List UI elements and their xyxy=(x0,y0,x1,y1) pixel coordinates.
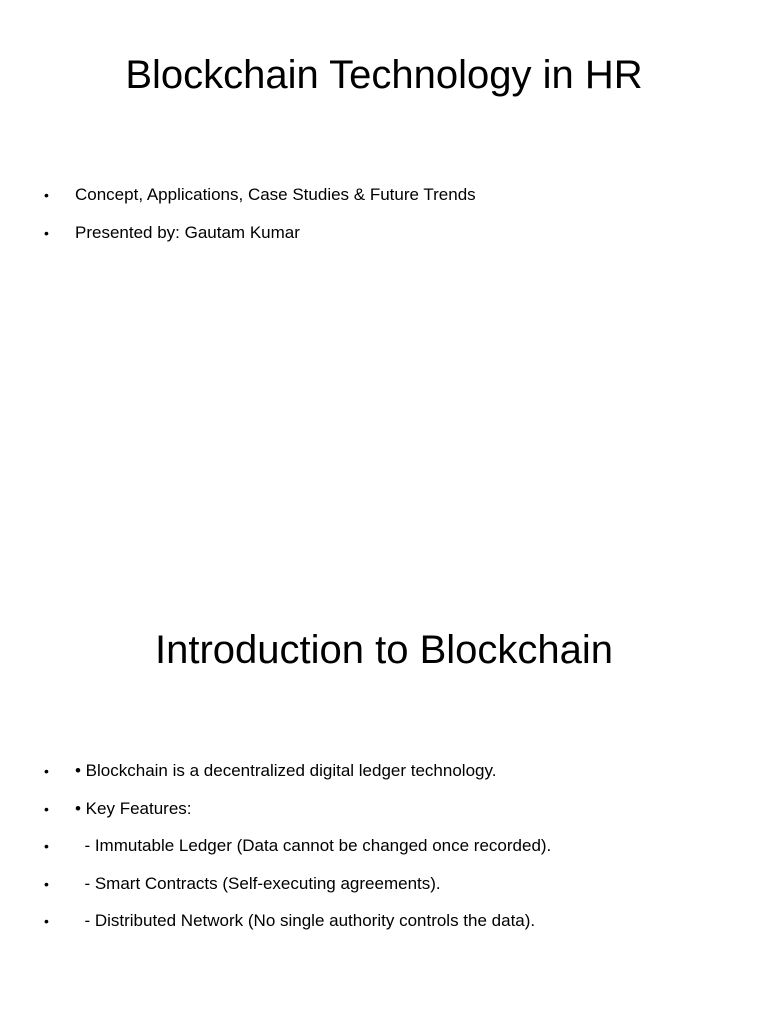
bullet-list xyxy=(44,759,744,947)
bullet-text: - Distributed Network (No single authority controls the data). xyxy=(75,911,536,930)
bullet-item xyxy=(44,183,744,221)
bullet-icon: • xyxy=(44,913,49,929)
bullet-icon: • xyxy=(44,800,49,817)
bullet-icon: • xyxy=(44,875,49,892)
slide-2 xyxy=(0,576,768,1024)
bullet-text: • Blockchain is a decentralized digital ledger technology. xyxy=(75,761,497,780)
bullet-icon: • xyxy=(44,838,49,854)
bullet-icon: • xyxy=(44,187,49,203)
slide-title: Introduction to Blockchain xyxy=(154,628,614,672)
bullet-item xyxy=(44,221,744,259)
bullet-text: - Immutable Ledger (Data cannot be changed once recorded). xyxy=(75,836,552,855)
bullet-icon: • xyxy=(44,763,49,779)
slide-title: Blockchain Technology in HR xyxy=(125,53,643,97)
bullet-icon: • xyxy=(44,224,49,241)
bullet-text: - Smart Contracts (Self-executing agreements). xyxy=(75,873,441,893)
bullet-text: Concept, Applications, Case Studies & Future Trends xyxy=(75,185,476,204)
bullet-item xyxy=(44,834,744,872)
bullet-list xyxy=(44,183,744,258)
bullet-item xyxy=(44,797,744,835)
bullet-text: Presented by: Gautam Kumar xyxy=(75,222,300,242)
bullet-text: • Key Features: xyxy=(75,798,192,818)
bullet-item xyxy=(44,872,744,910)
bullet-item xyxy=(44,759,744,797)
bullet-item xyxy=(44,909,744,947)
